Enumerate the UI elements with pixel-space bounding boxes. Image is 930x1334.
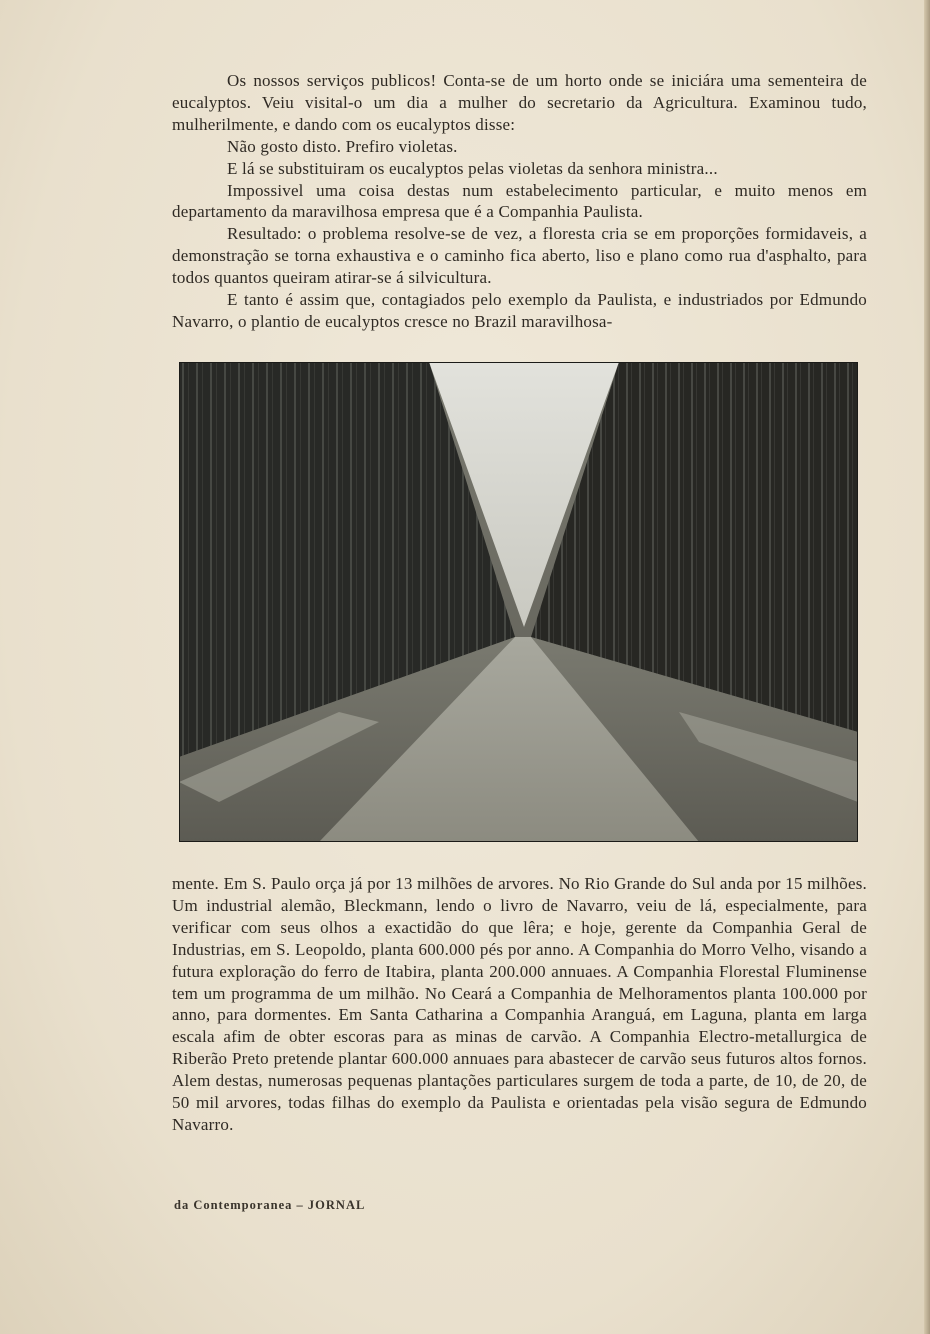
paragraph: Resultado: o problema resolve-se de vez, a floresta cria se em proporções formidaveis, a demonstração se torna exhaustiva e o caminho fica aberto, liso e plano como rua d'asphalto, para todos quantos queiram atirar-se á silvicultura. — [172, 224, 867, 288]
article-text-bottom — [172, 873, 867, 1136]
page-footer: da Contemporanea – JORNAL — [174, 1198, 366, 1212]
paragraph: Não gosto disto. Prefiro violetas. — [227, 136, 458, 156]
article-text-top — [172, 70, 867, 333]
paragraph: E lá se substituiram os eucalyptos pelas violetas da senhora ministra... — [227, 158, 718, 178]
paragraph: Impossivel uma coisa destas num estabelecimento particular, e muito menos em departamento da maravilhosa empresa que é a Companhia Paulista. — [172, 180, 867, 222]
paragraph: E tanto é assim que, contagiados pelo exemplo da Paulista, e industriados por Edmundo Navarro, o plantio de eucalyptos cresce no Brazil maravilhosa- — [172, 290, 867, 331]
paragraph: Os nossos serviços publicos! Conta-se de um horto onde se iniciára uma sementeira de eucalyptos. Veiu visital-o um dia a mulher do secretario da Agricultura. Examinou tudo, mulherilmente, e dando com os eucalyptos disse: — [172, 71, 867, 134]
paragraph: mente. Em S. Paulo orça já por 13 milhões de arvores. No Rio Grande do Sul anda por 15 milhões. Um industrial alemão, Bleckmann, lendo o livro de Navarro, veiu de lá, especialmente, para verificar com seus olhos a exactidão do que lêra; e hoje, gerente da Companhia Geral de Industrias, em S. Leopoldo, planta 600.000 pés por anno. A Companhia do Morro Velho, visando a futura exploração do ferro de Itabira, planta 200.000 annuaes. A Companhia Florestal Fluminense tem um programma de um milhão. No Ceará a Companhia de Melhoramentos planta 100.000 por anno, para dormentes. Em Santa Catharina a Companhia Aranguá, em Laguna, planta em larga escala afim de obter escoras para as minas de carvão. A Companhia Electro-metallurgica de Riberão Preto pretende plantar 600.000 annuaes para abastecer de carvão seus futuros altos fornos. Alem destas, numerosas pequenas plantações particulares surgem de toda a parte, de 10, de 20, de 50 mil arvores, todas filhas do exemplo da Paulista e orientadas pela visão segura de Edmundo Navarro. — [172, 874, 867, 1134]
eucalyptus-avenue-photo — [179, 362, 858, 842]
page-edge-shadow — [924, 0, 930, 1334]
